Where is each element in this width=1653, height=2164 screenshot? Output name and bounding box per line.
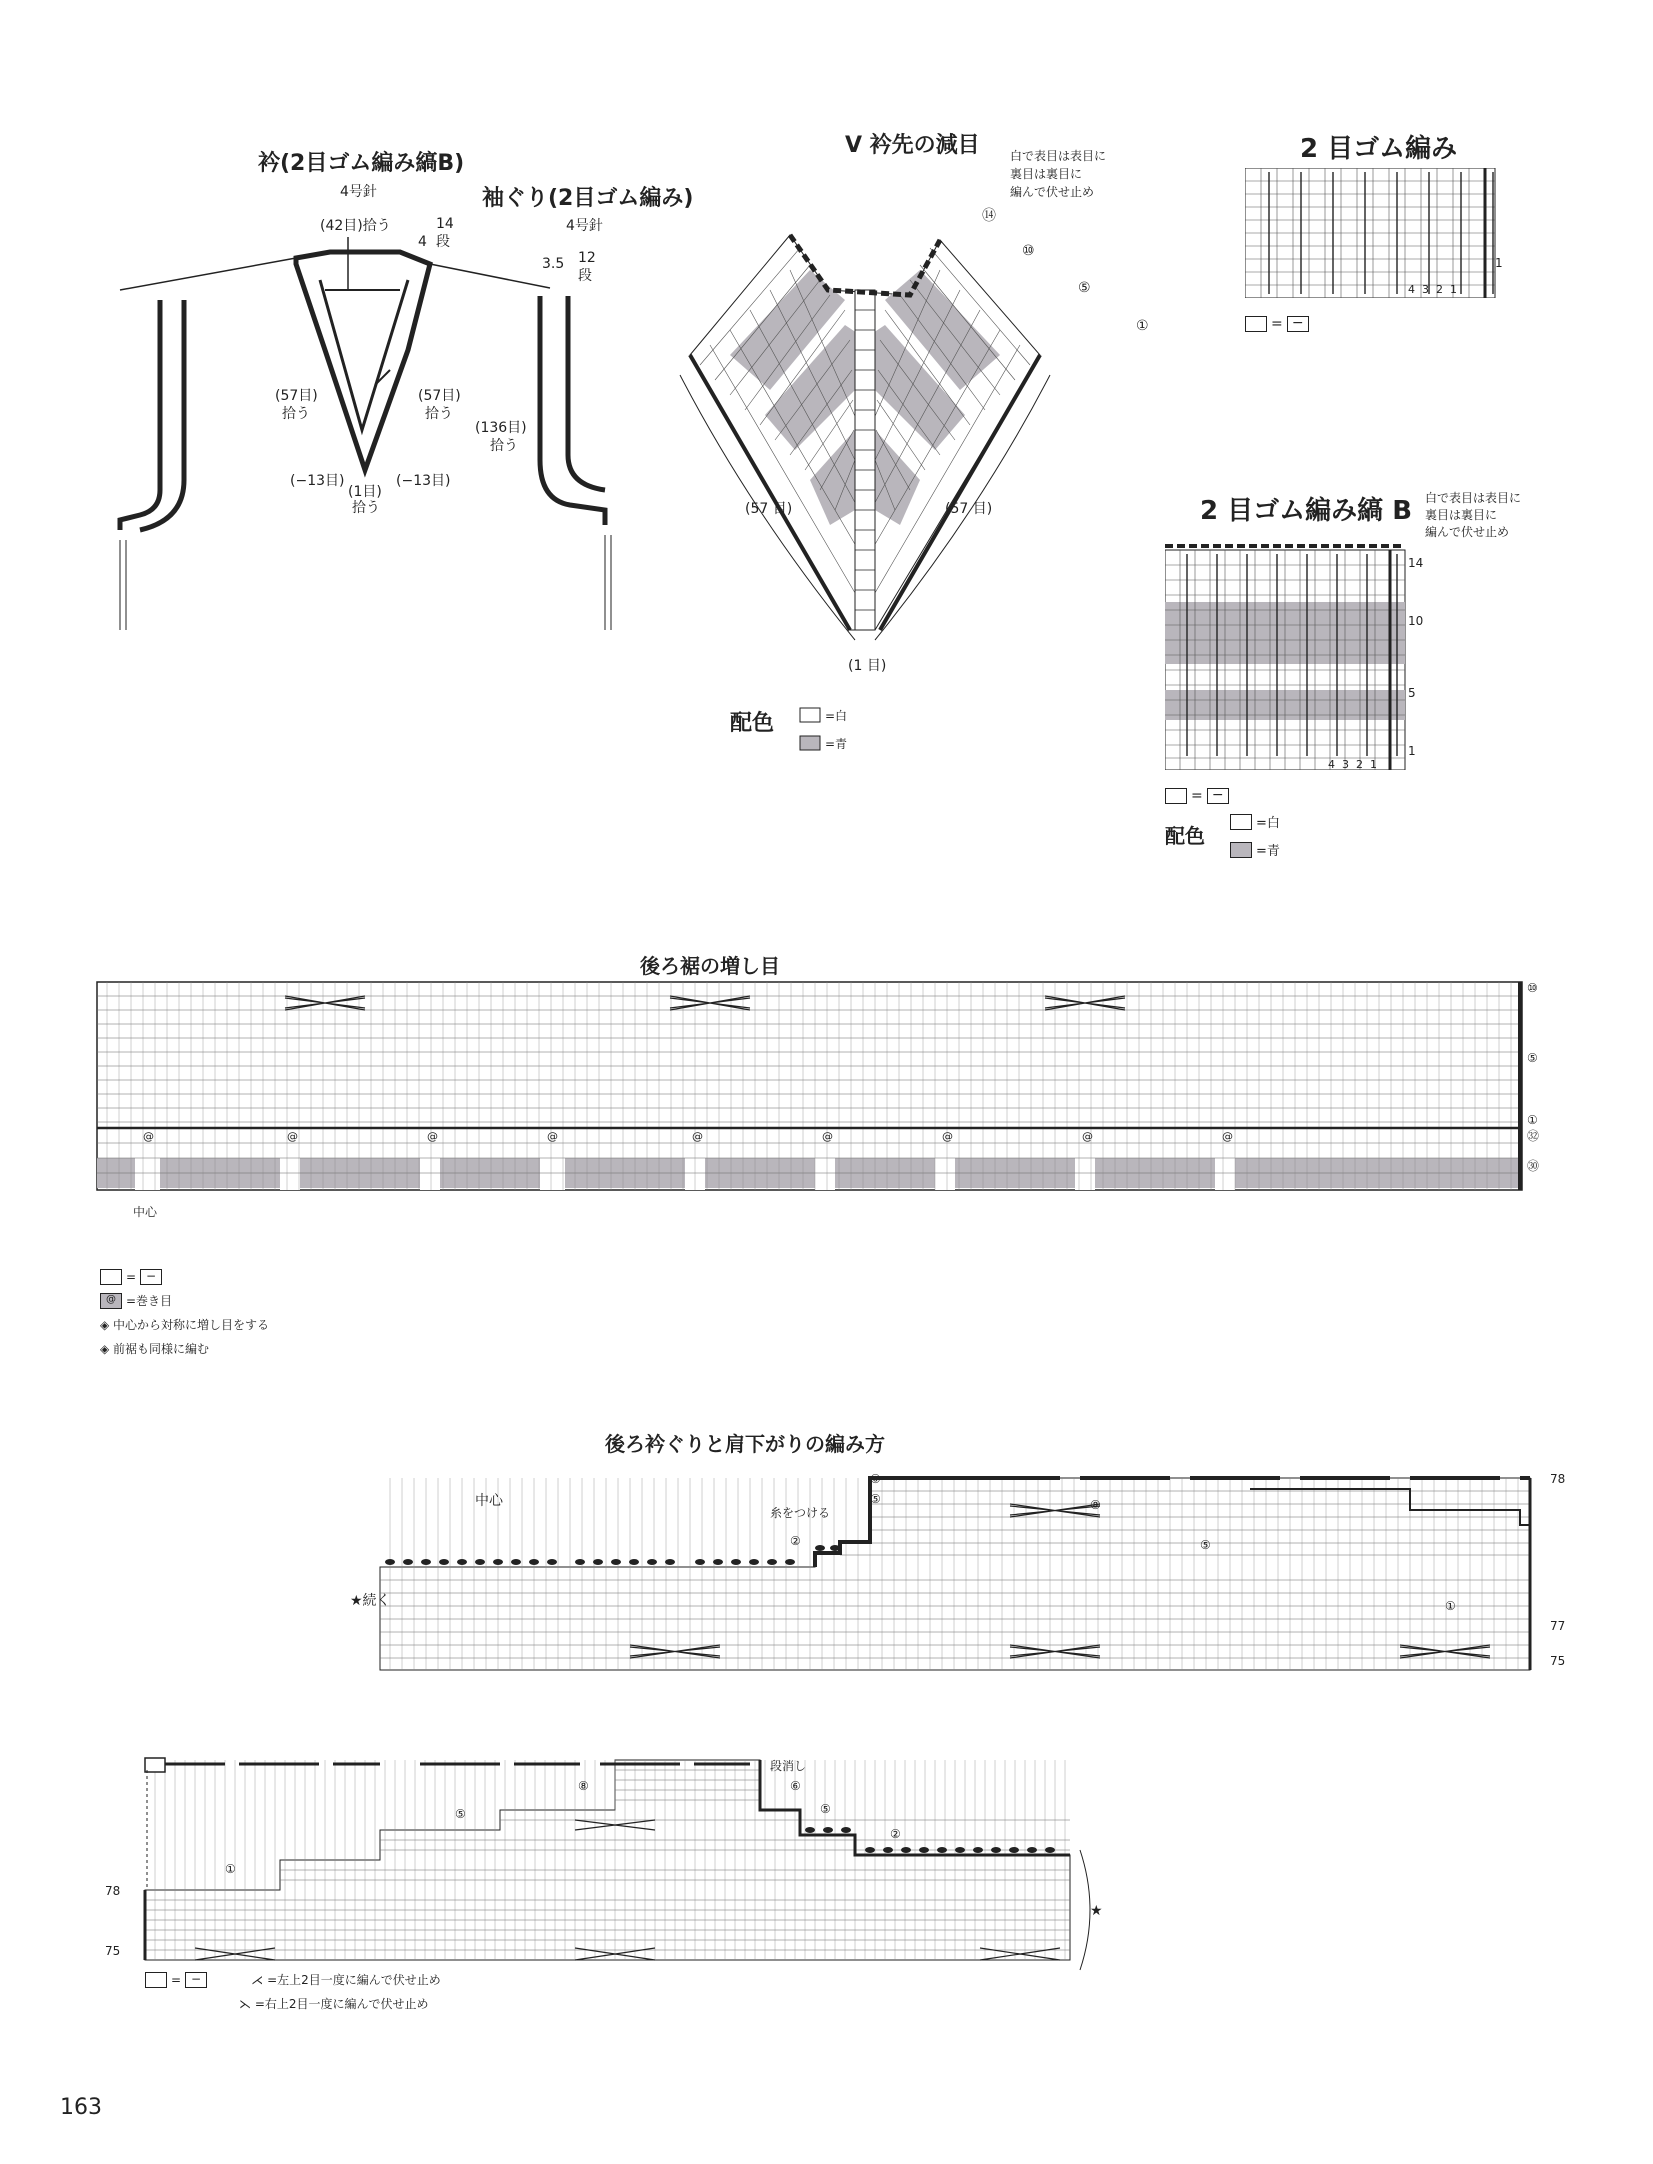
ribB-white-swatch	[1230, 814, 1252, 830]
back-hem-legend-row	[100, 1265, 269, 1289]
lower-row-75: 75	[105, 1944, 121, 1958]
armhole-pick2: 拾う	[490, 438, 518, 454]
vneck-blue: =青	[825, 737, 848, 751]
note-diamond-icon: ◈	[100, 1318, 114, 1332]
back-neck-mark-5b: ⑤	[1200, 1538, 1211, 1552]
back-hem-legend-wrap: =巻き目	[126, 1294, 173, 1308]
vneck-white: =白	[825, 709, 848, 723]
vneck-title: V 衿先の減目	[845, 133, 980, 158]
armhole-rows: 12	[578, 250, 596, 266]
vneck-haishoku: 配色	[730, 711, 775, 736]
collar-right-pick2: 拾う	[425, 406, 453, 422]
ribB-legend-eq: =	[1191, 788, 1203, 804]
armhole-pick: (136目)	[475, 420, 527, 436]
lower-legend-purl: −	[185, 1972, 207, 1988]
ribB-white: =白	[1256, 816, 1280, 831]
back-neck-row-75: 75	[1550, 1654, 1566, 1668]
collar-top-pick: (42目)拾う	[320, 218, 391, 234]
ribB-note-2: 裏目は裏目に	[1425, 508, 1498, 522]
lower-star: ★	[1090, 1903, 1103, 1919]
ribB-blue: =青	[1256, 844, 1280, 859]
vneck-row-10: ⑩	[1022, 243, 1035, 259]
rib2-section	[1240, 128, 1550, 348]
armhole-needle: 4号針	[566, 218, 603, 234]
ribB-col-1: 1	[1370, 758, 1377, 771]
ribB-blue-swatch	[1230, 842, 1252, 858]
right-k2tog-icon: ⋋	[239, 1997, 251, 2011]
collar-needle: 4号針	[340, 184, 377, 200]
ribB-col-3: 3	[1342, 758, 1349, 771]
rib2-cols	[1408, 283, 1457, 296]
rib2-col-2: 2	[1436, 283, 1443, 296]
back-hem-row-10: ⑩	[1527, 981, 1538, 995]
rib2-legend-purl: −	[1287, 316, 1309, 332]
back-neck-mark-2: ②	[790, 1534, 801, 1548]
collar-title: 衿(2目ゴム編み縞B)	[258, 151, 465, 176]
lower-legend-left: =左上2目一度に編んで伏せ止め	[267, 1973, 441, 1987]
collar-center-pick2: 拾う	[352, 500, 380, 516]
ribB-col-4: 4	[1328, 758, 1335, 771]
ribB-note-1: 白で表目は表目に	[1425, 491, 1522, 505]
collar-width: 4	[418, 234, 427, 250]
back-neck-row-77: 77	[1550, 1619, 1566, 1633]
svg-text:@: @	[1082, 1130, 1093, 1143]
back-hem-row-32: ㉜	[1527, 1129, 1540, 1143]
armhole-dan: 段	[578, 268, 592, 284]
back-neck-row-78: 78	[1550, 1472, 1566, 1486]
armhole-title: 袖ぐり(2目ゴム編み)	[482, 186, 694, 211]
svg-text:@: @	[287, 1130, 298, 1143]
collar-dan: 段	[436, 234, 450, 250]
lower-mark-8: ⑧	[578, 1779, 589, 1793]
ribB-legend-empty	[1165, 788, 1187, 804]
collar-left-pick2: 拾う	[282, 406, 310, 422]
ribB-title: 2 目ゴム編み縞 B	[1200, 496, 1413, 526]
ribB-legend-purl: −	[1207, 788, 1229, 804]
back-hem-legend-purl: −	[140, 1269, 162, 1285]
back-neck-mark-6: ⑥	[870, 1472, 881, 1486]
rib2-legend-eq: =	[1271, 316, 1283, 332]
ribB-section	[1160, 490, 1560, 870]
back-hem-row-1: ①	[1527, 1113, 1538, 1127]
ribB-blue-row	[1230, 840, 1280, 859]
vneck-note-1: 白で表目は表目に	[1010, 149, 1107, 163]
lower-legend-right: =右上2目一度に編んで伏せ止め	[254, 1997, 429, 2011]
rib2-legend-empty	[1245, 316, 1267, 332]
armhole-width: 3.5	[542, 256, 565, 272]
lower-legend-empty	[145, 1972, 167, 1988]
vneck-row-5: ⑤	[1078, 280, 1091, 296]
lower-mark-2: ②	[890, 1827, 901, 1841]
svg-text:@: @	[692, 1130, 703, 1143]
rib2-legend	[1245, 316, 1309, 332]
lower-mark-6: ⑥	[790, 1779, 801, 1793]
ribB-note	[1425, 490, 1521, 541]
vneck-blue-swatch	[800, 736, 820, 750]
back-hem-legend-eq: =	[126, 1270, 137, 1284]
left-k2tog-icon: ⋌	[251, 1973, 264, 1987]
back-neck-chart	[350, 1465, 1590, 1685]
ribB-row-5: 5	[1408, 686, 1416, 700]
back-hem-center: 中心	[133, 1205, 158, 1219]
lower-chart	[100, 1750, 1200, 1980]
back-neck-mark-8: ⑧	[1090, 1498, 1101, 1512]
back-neck-join: 糸をつける	[770, 1506, 831, 1520]
vneck-row-1: ①	[1136, 318, 1149, 334]
back-neck-title: 後ろ衿ぐりと肩下がりの編み方	[605, 1432, 885, 1456]
ribB-haishoku: 配色	[1165, 824, 1205, 848]
rib2-col-3: 3	[1422, 283, 1429, 296]
ribB-note-3: 編んで伏せ止め	[1425, 525, 1510, 539]
lower-dan-keshi: 段消し	[770, 1759, 807, 1773]
rib2-title: 2 目ゴム編み	[1300, 134, 1458, 164]
rib2-row-1: 1	[1495, 256, 1503, 270]
back-hem-title: 後ろ裾の増し目	[640, 954, 780, 978]
lower-mark-5: ⑤	[820, 1802, 831, 1816]
lower-mark-1: ①	[225, 1862, 236, 1876]
back-neck-continue: ★続く	[350, 1593, 391, 1609]
ribB-legend	[1165, 788, 1229, 804]
back-hem-legend-wrap-row	[100, 1289, 269, 1313]
collar-right-pick: (57目)	[418, 388, 461, 404]
back-hem-note1: 中心から対称に増し目をする	[113, 1318, 270, 1332]
ribB-grid	[1165, 540, 1435, 770]
back-hem-note2: 前裾も同様に編む	[113, 1342, 210, 1356]
ribB-cols	[1328, 758, 1377, 771]
svg-text:@: @	[942, 1130, 953, 1143]
wrap-stitch-icon: @	[100, 1293, 122, 1309]
lower-legend-eq: =	[171, 1973, 182, 1987]
back-hem-note2-row	[100, 1337, 269, 1361]
vneck-grid	[680, 235, 1050, 640]
back-neck-mark-1: ①	[1445, 1599, 1456, 1613]
ribB-row-14: 14	[1408, 556, 1424, 570]
vneck-white-swatch	[800, 708, 820, 722]
back-hem-legend-empty	[100, 1269, 122, 1285]
vneck-right-count: (57 目)	[945, 501, 993, 517]
svg-text:@: @	[547, 1130, 558, 1143]
collar-dec-right: (−13目)	[396, 473, 451, 489]
svg-text:@: @	[427, 1130, 438, 1143]
back-neck-mark-5: ⑤	[870, 1492, 881, 1506]
rib2-col-4: 4	[1408, 283, 1415, 296]
back-hem-legend	[100, 1265, 269, 1361]
back-neck-center: 中心	[475, 1493, 503, 1509]
vneck-bottom-count: (1 目)	[848, 658, 887, 674]
lower-legend	[145, 1968, 441, 2016]
vneck-note-3: 編んで伏せ止め	[1010, 185, 1095, 199]
rib2-grid	[1245, 168, 1505, 298]
ribB-row-1: 1	[1408, 744, 1416, 758]
back-hem-row-5: ⑤	[1527, 1051, 1538, 1065]
vneck-chart	[670, 130, 1170, 770]
svg-text:@: @	[143, 1130, 154, 1143]
svg-text:@: @	[1222, 1130, 1233, 1143]
back-neck-bindoff-dots	[385, 1545, 840, 1565]
collar-rows: 14	[436, 216, 454, 232]
back-hem-chart	[95, 980, 1545, 1220]
lower-legend-row	[145, 1968, 441, 1992]
collar-center-pick: (1目)	[348, 484, 382, 500]
lower-legend-row2	[145, 1992, 441, 2016]
lower-mark-5b: ⑤	[455, 1807, 466, 1821]
vneck-row-14: ⑭	[982, 208, 996, 224]
page-number: 163	[60, 2095, 102, 2120]
collar-dec-left: (−13目)	[290, 473, 345, 489]
rib2-col-1: 1	[1450, 283, 1457, 296]
svg-text:@: @	[822, 1130, 833, 1143]
collar-left-pick: (57目)	[275, 388, 318, 404]
vneck-note-2: 裏目は裏目に	[1010, 167, 1083, 181]
lower-row-78: 78	[105, 1884, 121, 1898]
ribB-col-2: 2	[1356, 758, 1363, 771]
note-diamond-icon: ◈	[100, 1342, 114, 1356]
collar-armhole-diagram	[100, 140, 710, 660]
back-hem-note1-row	[100, 1313, 269, 1337]
vneck-left-count: (57 目)	[745, 501, 793, 517]
back-hem-row-30: ㉚	[1527, 1159, 1540, 1173]
ribB-white-row	[1230, 812, 1280, 831]
ribB-row-10: 10	[1408, 614, 1424, 628]
